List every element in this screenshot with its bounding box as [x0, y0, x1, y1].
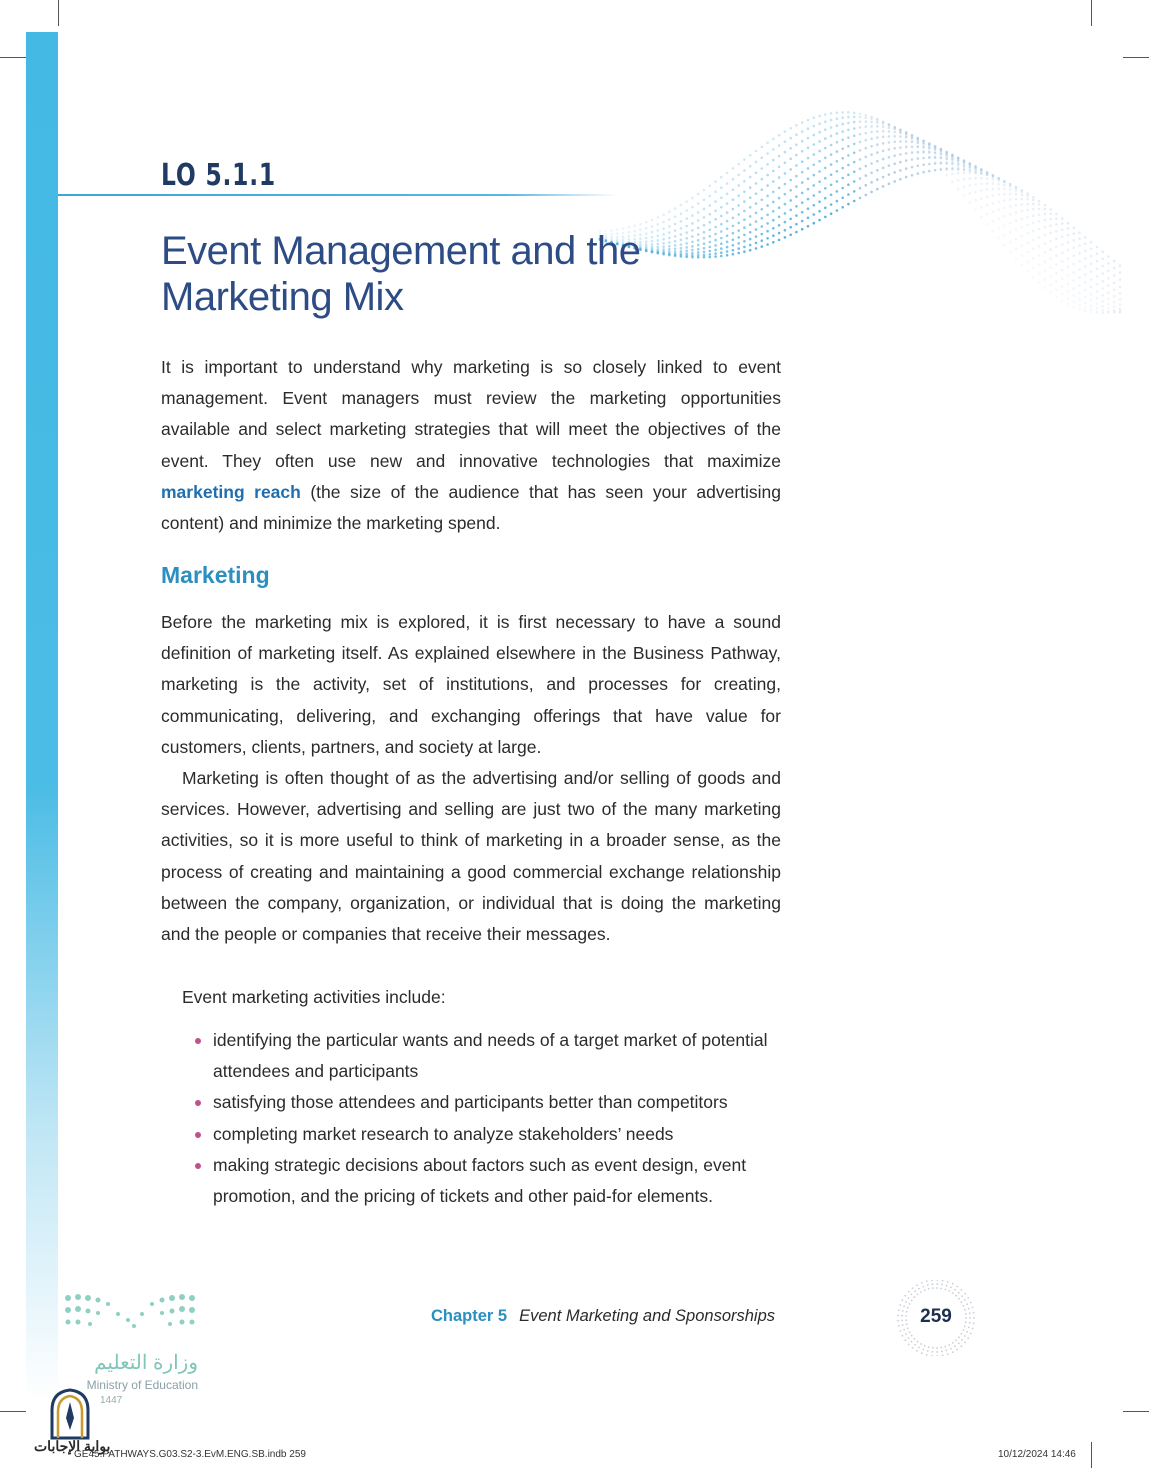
page-title — [161, 228, 721, 320]
intro-paragraph — [161, 352, 781, 539]
crop-mark — [0, 1411, 26, 1412]
gate-logo-icon — [46, 1388, 94, 1440]
title-line-1: Event Management and the — [161, 229, 641, 273]
title-line-2: Marketing Mix — [161, 275, 404, 319]
crop-mark — [1123, 57, 1149, 58]
list-item — [161, 1025, 781, 1087]
list-item — [161, 1087, 781, 1118]
site-name: بوابة الإجابات — [34, 1438, 111, 1454]
bullet-dot-icon — [195, 1163, 201, 1169]
section-heading-marketing: Marketing — [161, 562, 270, 588]
list-item-text: completing market research to analyze stakeholders’ needs — [213, 1123, 674, 1144]
intro-text-start: It is important to understand why marketing is so closely linked to event management. Event managers must review the marketing opportunities available and select marketing strategies that will meet the objectives of the event. They often use new and innovative technologies that maximize — [161, 357, 781, 471]
bullet-dot-icon — [195, 1100, 201, 1106]
running-footer — [431, 1307, 775, 1326]
crop-mark — [58, 0, 59, 26]
print-timestamp: 10/12/2024 14:46 — [998, 1449, 1076, 1460]
page-number-badge — [896, 1280, 976, 1356]
activities-list — [161, 1025, 781, 1212]
chapter-title: Event Marketing and Sponsorships — [519, 1307, 776, 1325]
lo-label: LO 5.1.1 — [161, 158, 276, 193]
list-item-text: making strategic decisions about factors such as event design, event promotion, and the pricing of tickets and other paid-for elements. — [213, 1154, 747, 1207]
page-number: 259 — [920, 1306, 952, 1327]
marketing-broader-paragraph: Marketing is often thought of as the advertising and/or selling of goods and services. However, advertising and selling are just two of the many marketing activities, so it is more useful to think of marketing in a broader sense, as the process of creating and maintaining a good commercial exchange relationship between the company, organization, or individual that is doing the marketing and the people or companies that receive their messages. — [161, 768, 781, 945]
list-item — [161, 1150, 781, 1212]
list-item-text: identifying the particular wants and needs of a target market of potential attendees and participants — [213, 1030, 768, 1082]
ministry-name-arabic: وزارة التعليم — [94, 1352, 198, 1374]
lo-divider-rule — [58, 194, 618, 196]
ministry-name-english: Ministry of Education — [86, 1378, 198, 1392]
bullet-dot-icon — [195, 1038, 201, 1044]
intro-text-end: (the size of the audience that has seen your advertising content) and minimize the marketing spend. — [161, 481, 781, 534]
bullet-dot-icon — [195, 1132, 201, 1138]
file-slug: GE45.PATHWAYS.G03.S2-3.EvM.ENG.SB.indb 259 — [74, 1449, 306, 1460]
crop-mark — [0, 57, 26, 58]
marketing-definition-paragraph: Before the marketing mix is explored, it is first necessary to have a sound definition of marketing itself. As explained elsewhere in the Business Pathway, marketing is the activity, set of institutions, and processes for creating, communicating, delivering, and exchanging offerings that have value for customers, clients, partners, and society at large. — [161, 612, 781, 757]
crop-mark — [1091, 0, 1092, 26]
left-accent-bar — [26, 32, 58, 1402]
crop-mark — [1123, 1411, 1149, 1412]
key-term-marketing-reach: marketing reach — [161, 481, 301, 502]
list-item-text: satisfying those attendees and participants better than competitors — [213, 1092, 728, 1113]
crop-mark — [1091, 1442, 1092, 1468]
list-intro: Event marketing activities include: — [182, 987, 446, 1007]
ministry-year: 1447 — [100, 1395, 123, 1406]
chapter-label: Chapter 5 — [431, 1307, 508, 1325]
list-item — [161, 1119, 781, 1150]
